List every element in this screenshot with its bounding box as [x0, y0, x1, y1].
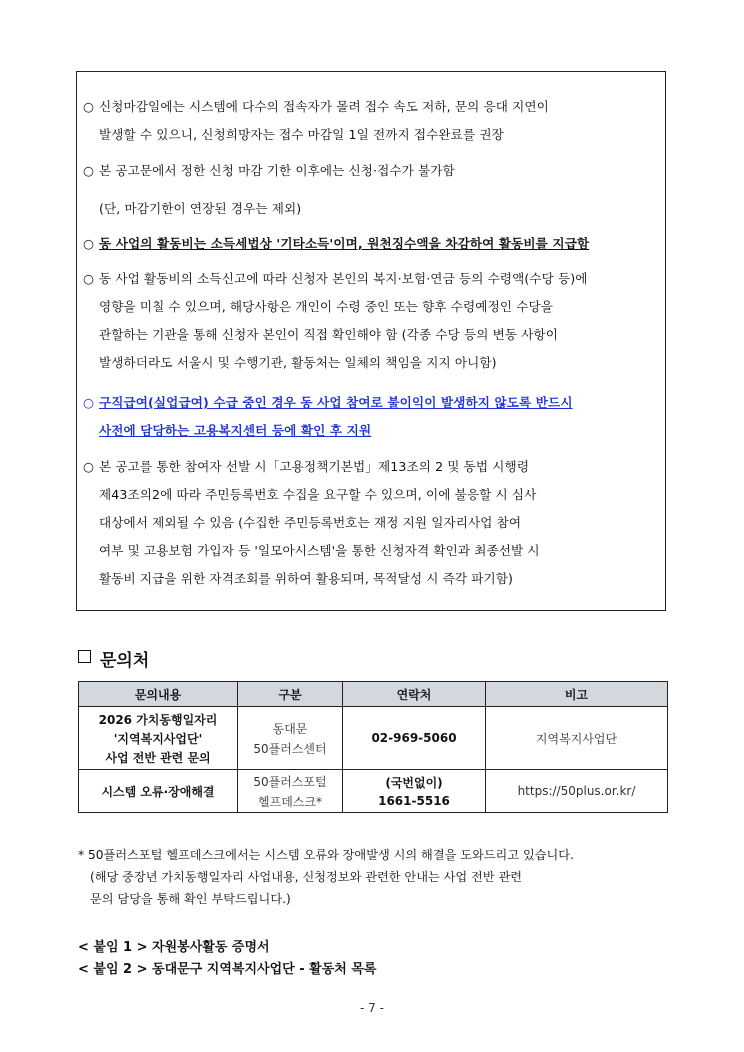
cell-line: '지역복지사업단' [113, 731, 203, 746]
page-number: - 7 - [360, 1001, 384, 1015]
cell-line: 2026 가치동행일자리 [98, 712, 218, 727]
table-header: 문의내용 [79, 682, 238, 707]
section-title [78, 646, 149, 671]
footnote-line: (해당 중장년 가치동행일자리 사업내용, 신청정보와 관련한 안내는 사업 전반 관련 [90, 870, 523, 884]
notice-line: 본 공고를 통한 참여자 선발 시「고용정책기본법」제13조의 2 및 동법 시행령 [99, 459, 530, 474]
notice-line: 여부 및 고용보험 가입자 등 '일모아시스템'을 통한 신청자격 확인과 최종선발 시 [99, 543, 540, 558]
attachment-1: < 붙임 1 > 자원봉사활동 증명서 [78, 940, 270, 955]
notice-line: 신청마감일에는 시스템에 다수의 접속자가 몰려 접수 속도 저하, 문의 응대 지연이 [99, 99, 549, 114]
cell-line: 헬프데스크* [258, 794, 322, 809]
bullet: ○ [83, 395, 95, 410]
table-header: 구분 [238, 682, 343, 707]
notice-line: 구직급여(실업급여) 수급 중인 경우 동 사업 참여로 불이익이 발생하지 않도록 반드시 [99, 395, 573, 410]
bullet: ○ [83, 99, 95, 114]
contact-table [78, 681, 668, 813]
notice-line: 발생할 수 있으니, 신청희망자는 접수 마감일 1일 전까지 접수완료를 권장 [99, 127, 504, 142]
section-title-text: 문의처 [100, 651, 150, 671]
notice-line: 활동비 지급을 위한 자격조회를 위하여 활용되며, 목적달성 시 즉각 파기함) [99, 571, 514, 586]
bullet: ○ [83, 236, 95, 251]
footnote-line: * 50플러스포털 헬프데스크에서는 시스템 오류와 장애발생 시의 해결을 도와드리고 있습니다. [78, 848, 574, 862]
table-cell-contact [343, 770, 486, 813]
table-cell-note: https://50plus.or.kr/ [486, 770, 668, 813]
notice-line: 사전에 담당하는 고용복지센터 등에 확인 후 지원 [99, 423, 372, 438]
table-header: 연락처 [343, 682, 486, 707]
bullet: ○ [83, 459, 95, 474]
table-cell-inquiry: 시스템 오류·장애해결 [79, 770, 238, 813]
table-cell-contact: 02-969-5060 [343, 707, 486, 770]
cell-line: 50플러스센터 [253, 741, 327, 756]
notice-box [76, 71, 666, 611]
notice-line: 대상에서 제외될 수 있음 (수집한 주민등록번호는 재정 지원 일자리사업 참여 [99, 515, 522, 530]
table-header: 비고 [486, 682, 668, 707]
table-row [79, 770, 668, 813]
attachment-2: < 붙임 2 > 동대문구 지역복지사업단 - 활동처 목록 [78, 962, 377, 977]
notice-line: 본 공고문에서 정한 신청 마감 기한 이후에는 신청·접수가 불가함 [99, 163, 455, 178]
cell-line: 1661-5516 [378, 794, 450, 808]
table-cell-category [238, 770, 343, 813]
notice-line: 동 사업의 활동비는 소득세법상 '기타소득'이며, 원천징수액을 차감하여 활동비를 지급함 [99, 236, 590, 251]
table-cell-note: 지역복지사업단 [486, 707, 668, 770]
footnote-line: 문의 담당을 통해 확인 부탁드립니다.) [90, 892, 291, 906]
notice-line: 제43조의2에 따라 주민등록번호 수집을 요구할 수 있으며, 이에 불응할 시 심사 [99, 487, 537, 502]
table-cell-inquiry [79, 707, 238, 770]
bullet: ○ [83, 163, 95, 178]
table-cell-category [238, 707, 343, 770]
cell-line: 사업 전반 관련 문의 [105, 750, 211, 765]
cell-line: 동대문 [272, 721, 308, 736]
notice-line: 발생하더라도 서울시 및 수행기관, 활동처는 일체의 책임을 지지 아니함) [99, 355, 497, 370]
cell-line: (국번없이) [385, 776, 443, 790]
bullet: ○ [83, 271, 95, 286]
notice-line: (단, 마감기한이 연장된 경우는 제외) [99, 201, 302, 216]
notice-line: 관할하는 기관을 통해 신청자 본인이 직접 확인해야 함 (각종 수당 등의 변동 사항이 [99, 327, 559, 342]
table-header-row [79, 682, 668, 707]
notice-line: 영향을 미칠 수 있으며, 해당사항은 개인이 수령 중인 또는 향후 수령예정인 수당을 [99, 299, 554, 314]
notice-line: 동 사업 활동비의 소득신고에 따라 신청자 본인의 복지·보험·연금 등의 수령액(수당 등)에 [99, 271, 588, 286]
table-row [79, 707, 668, 770]
cell-line: 50플러스포털 [253, 774, 327, 789]
